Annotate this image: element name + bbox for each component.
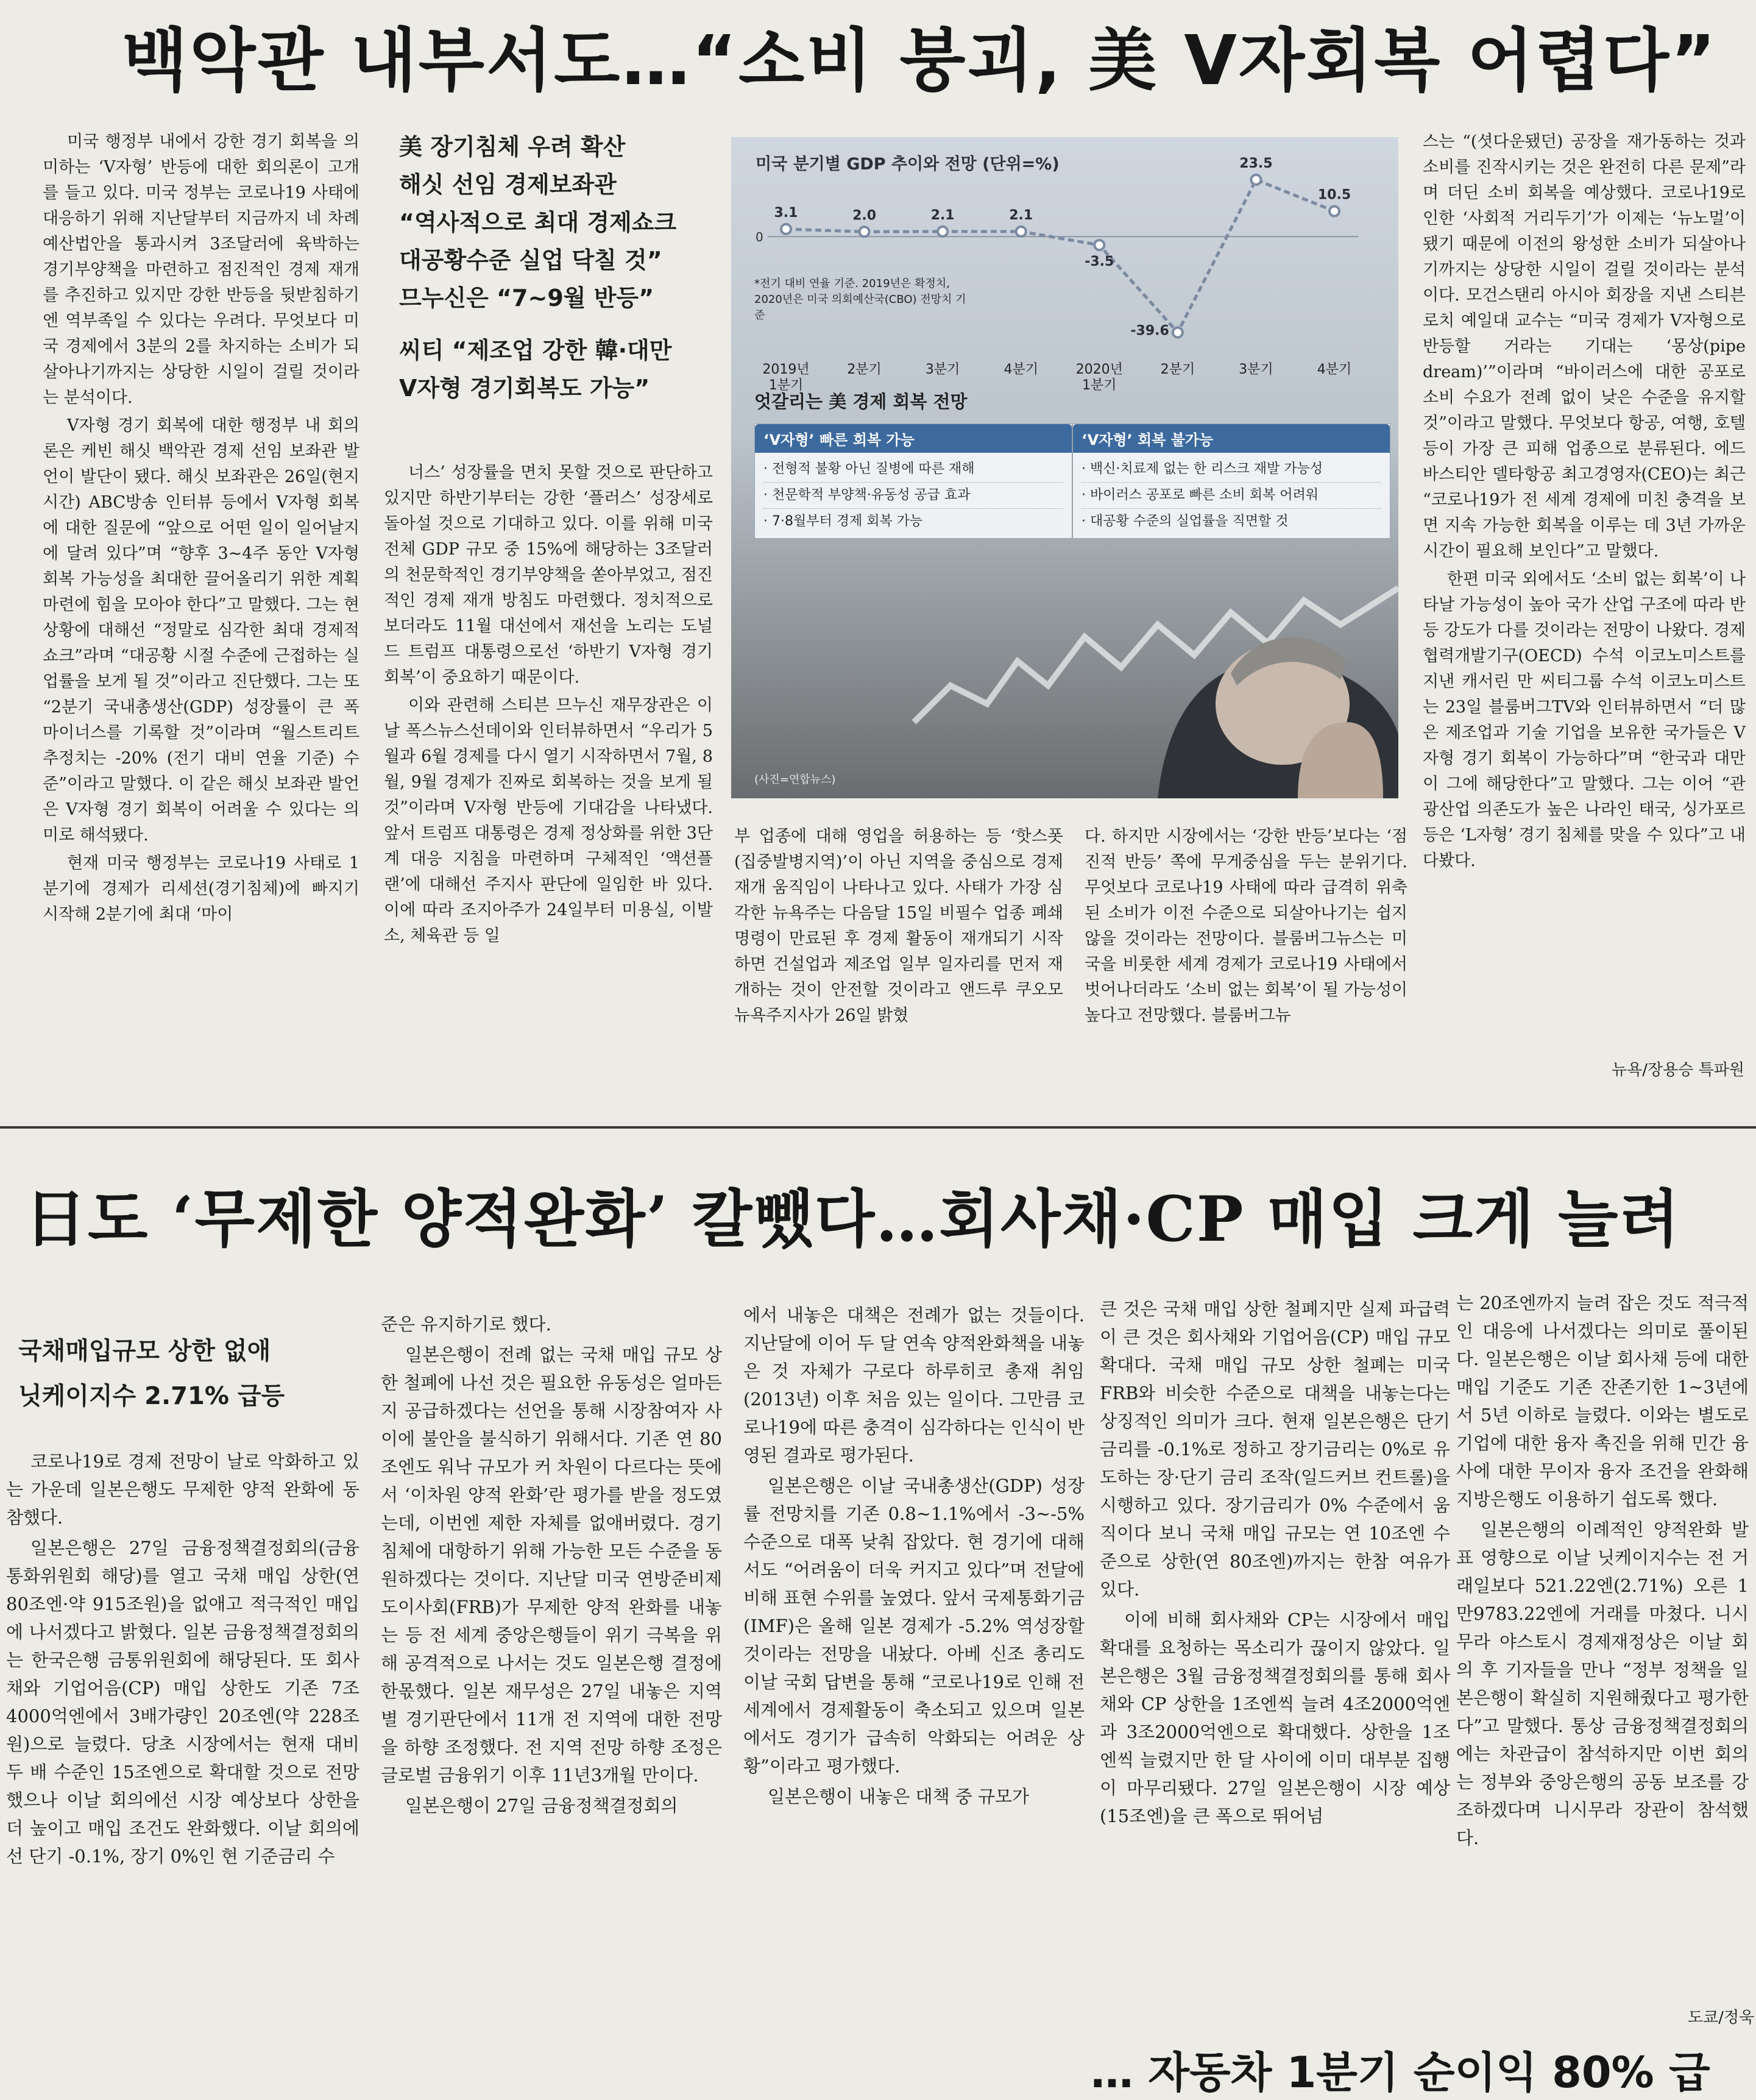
subhead: 대공황수준 실업 닥칠 것” [399,247,662,274]
paragraph: 일본은행은 27일 금융정책결정회의(금융통화위원회 해당)를 열고 국채 매입 상한(연 80조엔·약 915조원)을 없애고 적극적인 매입에 나서겠다고 밝혔다. 일본 금융정책결정회의는 한국은행 금통위원회에 해당된다. 또 회사채와 기업어음(CP) 매입 상한도 기존 7조4000억엔에서 3배가량인 20조엔(약 228조원)으로 늘렸다. 당초 시장에서는 현재 대비 두 배 수준인 15조엔으로 확대할 것으로 전망했으나 이날 회의에선 시장 예상보다 상한을 더 높이고 매입 조건도 완화했다. 이날 회의에선 단기 -0.1%, 장기 0%인 현 기준금리 수 [6,1538,359,1867]
box-title: ‘V자형’ 회복 불가능 [1073,424,1390,453]
gdp-graphic [731,137,1398,798]
v-shape-impossible-box [1072,424,1390,539]
paragraph: 일본은행이 27일 금융정책결정회의 [405,1795,678,1816]
x-tick-label: 3분기 [925,362,960,377]
article1-col5 [1423,129,1746,1062]
article2-headline: 日도 ‘무제한 양적완화’ 칼뺐다…회사채·CP 매입 크게 늘려 [24,1183,1681,1256]
subhead: 국채매입규모 상한 없애 [18,1337,271,1365]
paragraph: V자형 경기 회복에 대한 행정부 내 회의론은 케빈 해싯 백악관 경제 선임 보좌관 발언이 발단이 됐다. 해싯 보좌관은 26일(현지시간) ABC방송 인터뷰 등에서 V자형 회복에 대한 질문에 “앞으로 어떤 일이 일어날지에 달려 있다”며 “향후 3~4주 동안 V자형 회복 가능성을 최대한 끌어올리기 위한 계획 마련에 힘을 모아야 한다”고 말했다. 그는 현 상황에 대해선 “정말로 심각한 최대 경제적 쇼크”라며 “대공황 시절 수준에 근접하는 실업률을 보게 될 것”이라고 진단했다. 그는 또 “2분기 국내총생산(GDP) 성장률이 큰 폭 마이너스를 기록할 것”이라며 “월스트리트추정치는 -20% (전기 대비 연율 기준) 수준”이라고 말했다. 이 같은 해싯 보좌관 발언은 V자형 경기 회복이 어려울 수 있다는 의미로 해석됐다. [43,416,359,845]
x-tick-label: 2분기 [847,362,882,377]
paragraph: 스는 “(셧다운됐던) 공장을 재가동하는 것과 소비를 진작시키는 것은 완전히 다른 문제”라며 더딘 소비 회복을 예상했다. 코로나19로 인한 ‘사회적 거리두기’가 이제는 ‘뉴노멀’이 됐기 때문에 이전의 왕성한 소비가 되살아나기까지는 상당한 시일이 걸릴 것이라는 분석이다. 모건스탠리 아시아 회장을 지낸 스티븐 로치 예일대 교수는 “미국 경제가 V자형으로 반등할 거라는 기대는 ‘몽상(pipe dream)’”이라며 “바이러스에 대한 공포로 소비 수요가 전례 없이 낮은 수준을 유지할 것”이라고 말했다. 무엇보다 항공, 여행, 호텔 등이 가장 큰 피해 업종으로 분류된다. 에드 바스티안 델타항공 최고경영자(CEO)는 최근 “코로나19가 전 세계 경제에 미친 충격을 보면 지속 가능한 회복을 이루는 데 3년 가까운 시간이 필요해 보인다”고 말했다. [1423,132,1746,561]
data-label: 2.1 [1009,207,1033,223]
data-label: -39.6 [1130,323,1169,339]
x-tick-label: 3분기 [1239,362,1273,377]
article1-col3 [734,824,1063,1123]
article1-col1 [43,129,359,1123]
paragraph: 한편 미국 외에서도 ‘소비 없는 회복’이 나타날 가능성이 높아 국가 산업 구조에 따라 반등 강도가 다를 것이라는 전망이 나왔다. 경제협력개발기구(OECD) 수석 이코노미스트를 지낸 캐서린 만 씨티그룹 수석 이코노미스트는 23일 블룸버그TV와 인터뷰하면서 “더 많은 제조업과 기술 기업을 보유한 국가들은 V자형 경기 회복이 가능하다”며 “한국과 대만이 그에 해당한다”고 말했다. 그는 이어 “관광산업 의존도가 높은 나라인 태국, 싱가포르 등은 ‘L자형’ 경기 침체를 맞을 수 있다”고 내다봤다. [1423,570,1746,870]
paragraph: 현재 미국 행정부는 코로나19 사태로 1분기에 경제가 리세션(경기침체)에 빠지기 시작해 2분기에 최대 ‘마이 [43,854,359,924]
data-label: 2.1 [930,207,955,223]
article2-col2 [381,1310,722,2041]
paragraph: 큰 것은 국채 매입 상한 철폐지만 실제 파급력이 큰 것은 회사채와 기업어음(CP) 매입 규모 확대다. 국채 매입 규모 상한 철폐는 미국 FRB와 비슷한 수준으로 대책을 내놓는다는 상징적인 의미가 크다. 현재 일본은행은 단기금리를 -0.1%로 정하고 장기금리는 0%로 유도하는 장·단기 금리 조작(일드커브 컨트롤)을 시행하고 있다. 장기금리가 0% 수준에서 움직이다 보니 국채 매입 규모는 연 10조엔 수준으로 상한(연 80조엔)까지는 한참 여유가 있다. [1100,1299,1450,1600]
data-label: 23.5 [1239,155,1273,171]
data-point [1173,327,1183,337]
box-item: · 백신·치료제 없는 한 리스크 재발 가능성 [1082,456,1381,483]
data-label: -3.5 [1085,254,1114,270]
paragraph: 일본은행이 내놓은 대책 중 규모가 [768,1786,1030,1807]
box-item: · 7·8월부터 경제 회복 가능 [763,514,923,529]
zero-tick-label: 0 [756,230,763,245]
paragraph: 는 20조엔까지 늘려 잡은 것도 적극적인 대응에 나서겠다는 의미로 풀이된다. 일본은행은 이날 회사채 등에 대한 매입 기준도 기존 잔존기한 1~3년에서 5년 이하로 늘렸다. 이와는 별도로 기업에 대한 융자 촉진을 위해 민간 융사에 대한 무이자 융자 조건을 완화해 지방은행도 이용하기 쉽도록 했다. [1456,1293,1749,1509]
gdp-line-chart [731,137,1398,393]
paragraph: 일본은행의 이례적인 양적완화 발표 영향으로 이날 닛케이지수는 전 거래일보다 521.22엔(2.71%) 오른 1만9783.22엔에 거래를 마쳤다. 니시무라 야스토시 경제재정상은 이날 회의 후 기자들을 만나 “정부 정책을 일본은행이 확실히 지원해줬다고 평가한다”고 말했다. 통상 금융정책결정회의에는 차관급이 참석하지만 이번 회의는 정부와 중앙은행의 공동 보조를 강조하겠다며 니시무라 장관이 참석했다. [1456,1519,1749,1848]
x-tick-label: 1분기 [1082,378,1117,393]
article2-col1 [6,1447,359,2035]
comparison-title: 엇갈리는 美 경제 회복 전망 [754,391,968,412]
paragraph: 다. 하지만 시장에서는 ‘강한 반등’보다는 ‘점진적 반등’ 쪽에 무게중심을 두는 분위기다. 무엇보다 코로나19 사태에 따라 급격히 위축된 소비가 이전 수준으로 되살아나기는 쉽지 않을 것이라는 전망이다. 블룸버그뉴스는 미국을 비롯한 세계 경제가 코로나19 사태에서 벗어나더라도 ‘소비 없는 회복’이 될 가능성이 높다고 전망했다. 블룸버그뉴 [1085,827,1407,1025]
subhead: V자형 경기회복도 가능” [399,375,650,402]
paragraph: 미국 행정부 내에서 강한 경기 회복을 의미하는 ‘V자형’ 반등에 대한 회의론이 고개를 들고 있다. 미국 정부는 코로나19 사태에 대응하기 위해 지난달부터 지금까지 네 차례 예산법안을 통과시켜 3조달러에 육박하는 경기부양책을 마련하고 점진적인 경제 재개를 추진하고 있지만 강한 반등을 뒷받침하기엔 역부족일 수 있다는 우려다. 무엇보다 미국 경제에서 3분의 2를 차지하는 소비가 되살아나기까지는 상당한 시일이 걸릴 것이라는 분석이다. [43,132,359,407]
article1-byline: 뉴욕/장용승 특파원 [1612,1061,1744,1079]
paragraph: 일본은행은 이날 국내총생산(GDP) 성장률 전망치를 기존 0.8~1.1%에서 -3~-5% 수준으로 대폭 낮춰 잡았다. 현 경기에 대해서도 “어려움이 더욱 커지고 있다”며 전달에 비해 표현 수위를 높였다. 앞서 국제통화기금(IMF)은 올해 일본 경제가 -5.2% 역성장할 것이라는 전망을 내놨다. 아베 신조 총리도 이날 국회 답변을 통해 “코로나19로 인해 전 세계에서 경제활동이 축소되고 있으며 일본에서도 경기가 급속히 악화되는 어려운 상황”이라고 평가했다. [743,1475,1085,1776]
paragraph: 이에 비해 회사채와 CP는 시장에서 매입 확대를 요청하는 목소리가 끊이지 않았다. 일본은행은 3월 금융정책결정회의를 통해 회사채와 CP 상한을 1조엔씩 늘려 4조2000억엔과 3조2000억엔으로 확대했다. 상한을 1조엔씩 늘렸지만 한 달 사이에 이미 대부분 집행이 마무리됐다. 27일 일본은행이 시장 예상(15조엔)을 큰 폭으로 뛰어넘 [1100,1609,1450,1826]
footer-teaser-headline: … 자동차 1분기 순이익 80% 급 [1091,2048,1710,2098]
article2-subheads [18,1328,359,1419]
box-item: · 전형적 불황 아닌 질병에 따른 재해 [763,456,1063,483]
chart-title: 미국 분기별 GDP 추이와 전망 (단위=%) [756,155,1060,174]
subhead: 해싯 선임 경제보좌관 [399,171,617,198]
box-title: ‘V자형’ 빠른 회복 가능 [755,424,1072,453]
paragraph: 에서 내놓은 대책은 전례가 없는 것들이다. 지난달에 이어 두 달 연속 양적완화책을 내놓은 것 자체가 구로다 하루히코 총재 취임(2013년) 이후 처음 있는 일이다. 그만큼 코로나19에 따른 충격이 심각하다는 인식이 반영된 결과로 평가된다. [743,1305,1085,1466]
article1-col2 [384,460,713,1124]
box-item: · 바이러스 공포로 빠른 소비 회복 어려워 [1082,483,1381,509]
x-tick-label: 2020년 [1075,362,1123,377]
chart-note: *전기 대비 연율 기준. 2019년은 확정치, 2020년은 미국 의회예산국(CBO) 전망치 기준 [754,277,966,322]
subhead: 므누신은 “7~9월 반등” [399,285,654,311]
subhead: 씨티 “제조업 강한 韓·대만 [399,337,672,364]
data-point [938,227,947,236]
photo-credit: (사진=연합뉴스) [754,773,836,786]
subhead: 닛케이지수 2.71% 급등 [18,1382,285,1410]
box-item: · 천문학적 부양책·유동성 공급 효과 [763,483,1063,509]
x-tick-label: 2분기 [1160,362,1195,377]
data-point [1329,207,1339,216]
data-point [1016,227,1026,236]
paragraph: 이와 관련해 스티븐 므누신 재무장관은 이날 폭스뉴스선데이와 인터뷰하면서 “우리가 5월과 6월 경제를 다시 열기 시작하면서 7월, 8월, 9월 경제가 진짜로 회복하는 것을 보게 될 것”이라며 V자형 반등에 기대감을 나타냈다. 앞서 트럼프 대통령은 경제 정상화를 위한 3단계 대응 지침을 마련하며 구체적인 ‘액션플랜’에 대해선 주지사 판단에 일임한 바 있다. 이에 따라 조지아주가 24일부터 미용실, 이발소, 체육관 등 일 [384,696,713,945]
data-point [1094,240,1104,250]
article2-col4 [1100,1295,1450,2035]
x-tick-label: 1분기 [768,378,804,393]
article2-byline: 도쿄/정욱 [1688,2009,1755,2027]
article1-subheads [399,128,716,407]
x-tick-label: 4분기 [1004,362,1038,377]
subhead: “역사적으로 최대 경제쇼크 [399,209,677,236]
paragraph: 일본은행이 전례 없는 국채 매입 규모 상한 철폐에 나선 것은 필요한 유동성은 얼마든지 공급하겠다는 선언을 통해 시장참여자 사이에 불안을 불식하기 위해서다. 기존 연 80조엔도 워낙 규모가 커 차원이 다르다는 뜻에서 ‘이차원 양적 완화’란 평가를 받을 정도였는데, 이번엔 제한 자체를 없애버렸다. 경기 침체에 대항하기 위해 가능한 모든 수준을 동원하겠다는 것이다. 지난달 미국 연방준비제도이사회(FRB)가 무제한 양적 완화를 내놓는 등 전 세계 중앙은행들이 위기 극복을 위해 공격적으로 나서는 것도 일본은행 결정에 한몫했다. 일본 재무성은 27일 내놓은 지역별 경기판단에서 11개 전 지역에 대한 전망을 하향 조정했다. 전 지역 전망 하향 조정은 글로벌 금융위기 이후 11년3개월 만이다. [381,1344,722,1786]
data-label: 2.0 [852,208,877,224]
article-divider [0,1126,1756,1129]
paragraph: 부 업종에 대해 영업을 허용하는 등 ‘핫스폿(집중발병지역)’이 아닌 지역을 중심으로 경제 재개 움직임이 나타나고 있다. 사태가 가장 심각한 뉴욕주는 다음달 15일 비필수 업종 폐쇄 명령이 만료된 후 경제 활동이 재개되기 시작하면 건설업과 제조업 일부 일자리를 먼저 재개하는 것이 안전할 것이라고 앤드루 쿠오모 뉴욕주지사가 26일 밝혔 [734,827,1063,1025]
article1-headline: 백악관 내부서도…“소비 붕괴, 美 V자회복 어렵다” [122,21,1718,101]
x-tick-label: 4분기 [1317,362,1352,377]
article2-col5 [1456,1289,1749,2005]
data-point [1251,175,1261,185]
box-item: · 대공황 수준의 실업률을 직면할 것 [1082,514,1289,529]
paragraph: 너스’ 성장률을 면치 못할 것으로 판단하고 있지만 하반기부터는 강한 ‘플러스’ 성장세로 돌아설 것으로 기대하고 있다. 이를 위해 미국 전체 GDP 규모 중 15%에 해당하는 3조달러의 천문학적인 경기부양책을 쏟아부었고, 점진적인 경제 재개 방침도 마련했다. 정치적으로 보더라도 11월 대선에서 재선을 노리는 도널드 트럼프 대통령으로선 ‘하반기 V자형 경기 회복’이 중요하기 때문이다. [384,463,713,687]
data-point [860,227,869,236]
paragraph: 코로나19로 경제 전망이 날로 악화하고 있는 가운데 일본은행도 무제한 양적 완화에 동참했다. [6,1451,359,1528]
v-shape-possible-box [754,424,1072,539]
article1-col4 [1085,824,1407,1123]
paragraph: 준은 유지하기로 했다. [381,1314,551,1335]
data-point [781,224,791,234]
data-label: 10.5 [1317,187,1351,203]
x-tick-label: 2019년 [762,362,810,377]
data-label: 3.1 [774,205,798,221]
article2-col3 [743,1301,1085,2038]
subhead: 美 장기침체 우려 확산 [399,133,626,160]
